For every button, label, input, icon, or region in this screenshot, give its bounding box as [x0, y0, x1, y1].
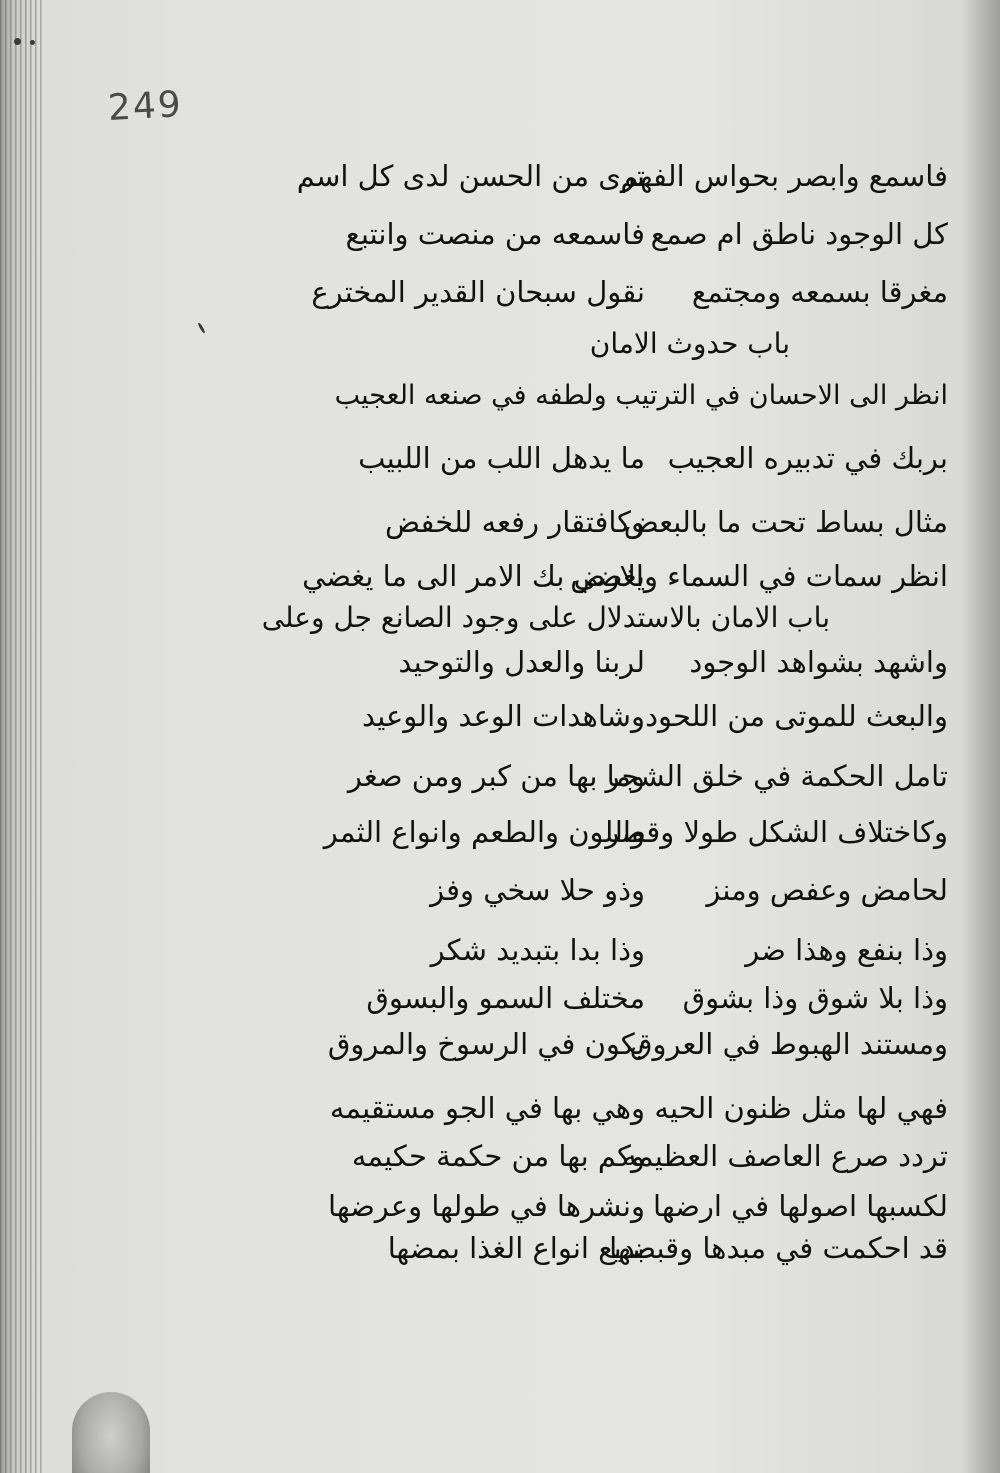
verse-left-hemistich: واللون والطعم وانواع الثمر	[323, 815, 645, 849]
verse-right-hemistich: فهي لها مثل ظنون الحيه	[654, 1091, 948, 1125]
verse-right-hemistich: ومستند الهبوط في العروق	[629, 1027, 948, 1061]
ink-spot	[14, 38, 21, 45]
verse-left-hemistich: نقول سبحان القدير المخترع	[311, 275, 645, 309]
verse-left-hemistich: وذو حلا سخي وفز	[430, 873, 645, 907]
verse-right-hemistich: فاسمع وابصر بحواس الفهم	[620, 159, 948, 193]
verse-right-hemistich: وذا بلا شوق وذا بشوق	[682, 981, 948, 1015]
verse-right-hemistich: تامل الحكمة في خلق الشجر	[605, 759, 948, 793]
verse-left-hemistich: مختلف السمو والبسوق	[366, 981, 645, 1015]
verse-right-hemistich: والبعث للموتى من اللحود	[645, 699, 948, 733]
verse-left-hemistich: ونشرها في طولها وعرضها	[327, 1189, 645, 1223]
text-line: انظر الى الاحسان في الترتيب ولطفه في صنعه العجيب	[334, 380, 948, 411]
verse-right-hemistich: وكاختلاف الشكل طولا وقصر	[605, 815, 948, 849]
ink-spot	[30, 40, 35, 45]
verse-right-hemistich: مثال بساط تحت ما بالبعض	[623, 505, 948, 539]
verse-left-hemistich: وذا بدا بتبديد شكر	[430, 933, 645, 967]
verse-right-hemistich: وذا بنفع وهذا ضر	[745, 933, 948, 967]
verse-left-hemistich: لربنا والعدل والتوحيد	[398, 645, 645, 679]
verse-right-hemistich: لحامض وعفص ومنز	[706, 873, 948, 907]
verse-left-hemistich: فاسمعه من منصت وانتبع	[345, 217, 645, 251]
section-heading: باب حدوث الامان	[589, 327, 790, 360]
ink-spot	[197, 322, 206, 334]
verse-left-hemistich: وكم بها من حكمة حكيمه	[351, 1139, 645, 1173]
verse-right-hemistich: قد احكمت في مبدها وقبضها	[609, 1231, 948, 1265]
verse-left-hemistich: يكون في الرسوخ والمروق	[327, 1027, 645, 1061]
section-heading: باب الامان بالاستدلال على وجود الصانع جل وعلى	[261, 601, 830, 634]
verse-left-hemistich: وشاهدات الوعد والوعيد	[361, 699, 645, 733]
thumb-holding-page	[72, 1392, 150, 1473]
verse-right-hemistich: كل الوجود ناطق ام صمع	[650, 217, 948, 251]
verse-left-hemistich: يغضي بك الامر الى ما يغضي	[302, 559, 645, 593]
verse-right-hemistich: واشهد بشواهد الوجود	[689, 645, 948, 679]
binding-edge	[0, 0, 42, 1473]
verse-right-hemistich: انظر سمات في السماء والارض	[570, 559, 948, 593]
verse-right-hemistich: بربك في تدبيره العجيب	[667, 441, 948, 475]
verse-left-hemistich: بديع انواع الغذا بمضها	[387, 1231, 645, 1265]
verse-right-hemistich: لكسبها اصولها في ارضها	[653, 1189, 948, 1223]
verse-left-hemistich: وهي بها في الجو مستقيمه	[329, 1091, 645, 1125]
verse-left-hemistich: وما بها من كبر ومن صغر	[347, 759, 645, 793]
folio-number: 249	[106, 84, 184, 129]
verse-left-hemistich: ما يدهل اللب من اللبيب	[358, 441, 645, 475]
verse-left-hemistich: ترى من الحسن لدى كل اسم	[296, 159, 645, 193]
verse-left-hemistich: وكافتقار رفعه للخفض	[385, 505, 645, 539]
page-edge-shadow	[964, 0, 1000, 1473]
verse-right-hemistich: مغرقا بسمعه ومجتمع	[691, 275, 948, 309]
verse-right-hemistich: تردد صرع العاصف العظيمه	[622, 1139, 948, 1173]
